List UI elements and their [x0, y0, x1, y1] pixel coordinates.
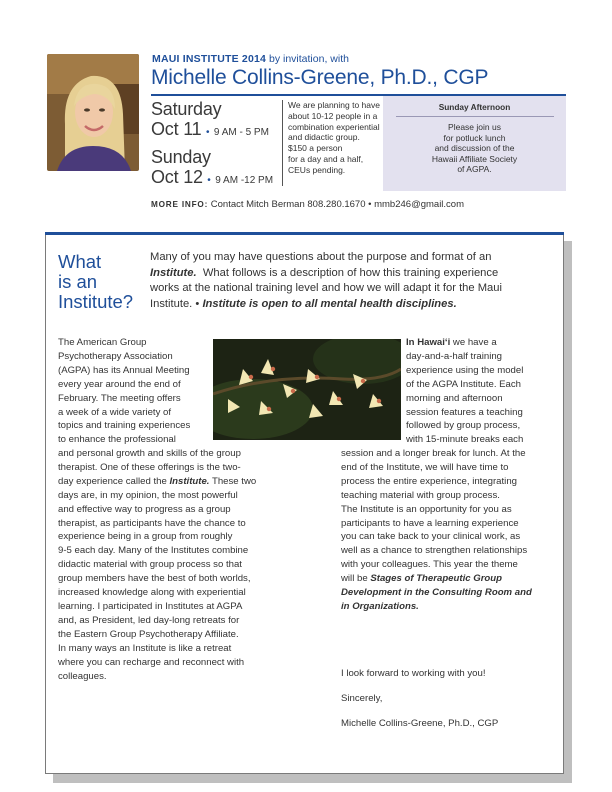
body-line: day experience called the: [58, 475, 167, 487]
body-line: a week of a wide variety of: [58, 406, 172, 418]
body-line: days are, in my opinion, the most powerful: [58, 489, 238, 501]
body-line: group members have the best of both worlds,: [58, 573, 251, 585]
intro-line: works at the national training level and how we will adapt it for the Maui: [150, 282, 502, 295]
body-line: followed by group process,: [406, 420, 521, 432]
institute-line: [152, 53, 349, 65]
body-line: we have a: [452, 337, 497, 348]
body-line: teaching material with group process.: [341, 489, 500, 501]
body-line: therapist, as participants have the chance to: [58, 517, 246, 529]
plan-line: $150 a person: [288, 143, 343, 154]
hawaii-em: In Hawai‘i: [406, 337, 451, 348]
body-line: 9-5 each day. Many of the Institutes combine: [58, 545, 249, 557]
saturday-day: Saturday: [151, 99, 222, 119]
sunday-afternoon-title: Sunday Afternoon: [438, 102, 511, 112]
more-info-contact: Contact Mitch Berman 808.280.1670: [210, 199, 366, 210]
intro-line: Many of you may have questions about the purpose and format of an: [150, 251, 492, 263]
closing-block: [341, 667, 551, 731]
body-line: The Institute is an opportunity for you as: [341, 503, 512, 515]
sunday-afternoon-line: Hawaii Affiliate Society: [431, 153, 518, 164]
plan-line: about 10-12 people in a: [288, 110, 378, 121]
body-line: These two: [211, 475, 257, 487]
body-line: well as a chance to strengthen relationships: [341, 545, 528, 557]
body-line: February. The meeting offers: [58, 392, 181, 404]
plan-line: CEUs pending.: [288, 164, 346, 175]
heading-line: What: [58, 251, 102, 272]
sunday-afternoon-body: [383, 122, 566, 175]
more-info-label: MORE INFO:: [151, 200, 209, 209]
body-line: the Eastern Group Psychotherapy Affiliate.: [58, 628, 239, 640]
plan-text: [288, 100, 382, 176]
intro-line: Institute.: [150, 297, 193, 310]
body-line: participants to have a learning experience: [341, 517, 519, 529]
theme-em: Stages of Therapeutic Group: [370, 573, 503, 585]
sunday-afternoon-line: and discussion of the: [434, 143, 515, 154]
body-line: end of the Institute, we will have time to: [341, 461, 509, 473]
sunday-afternoon-line: Please join us: [448, 122, 501, 132]
sunday-time: 9 AM -12 PM: [215, 175, 274, 186]
theme-em: in Organizations.: [341, 600, 419, 612]
body-line: Psychotherapy Association: [58, 350, 173, 362]
body-line: and, as President, led day-long retreats for: [58, 614, 240, 626]
sunday-date-row: [151, 167, 273, 188]
institute-title: MAUI INSTITUTE 2014: [152, 53, 267, 65]
body-line: where you can recharge and reconnect with: [58, 656, 245, 668]
saturday-date: Oct 11: [151, 119, 202, 139]
body-line: day-and-a-half training: [406, 350, 502, 362]
more-info-bullet: •: [368, 199, 372, 210]
plan-line: combination experiential: [288, 121, 380, 132]
body-line: with 15-minute breaks each: [406, 434, 524, 446]
body-line: you can take back to your clinical work, as: [341, 531, 521, 543]
body-line: experience being in a group from roughly: [58, 531, 233, 543]
intro-em: Institute.: [150, 266, 197, 279]
body-line: therapist. One of these offerings is the two-: [58, 461, 241, 473]
body-line: learning. I participated in Institutes at AGPA: [58, 600, 243, 612]
body-line: and effective way to progress as a group: [58, 503, 231, 515]
left-column-wrap: [58, 336, 208, 447]
sunday-bullet: •: [207, 175, 211, 186]
saturday-bullet: •: [205, 127, 210, 138]
left-column-body: [58, 447, 338, 683]
sunday-day: Sunday: [151, 147, 211, 167]
body-line: topics and training experiences: [58, 420, 191, 432]
date-divider: [282, 100, 283, 186]
intro-bullet: •: [195, 297, 200, 310]
body-line: process the entire experience, integrating: [341, 475, 517, 487]
right-column-body: [341, 447, 556, 614]
body-line: of the AGPA Institute. Each: [406, 378, 522, 390]
sincerely-line: Sincerely,: [341, 693, 383, 704]
body-line: session and a longer break for lunch. At the: [341, 448, 526, 459]
panel-top-rule: [45, 232, 564, 235]
body-line: and personal growth and skills of the group: [58, 448, 241, 459]
body-line: to enhance the professional: [58, 434, 176, 446]
closing-line: I look forward to working with you!: [341, 668, 486, 679]
intro-line: What follows is a description of how this training experience: [202, 266, 499, 279]
intro-paragraph: [150, 250, 542, 312]
heading-line: is an: [58, 271, 98, 292]
intro-disciplines: Institute is open to all mental health disciplines.: [202, 297, 457, 310]
body-line: colleagues.: [58, 670, 107, 682]
body-line: morning and afternoon: [406, 392, 503, 404]
sunday-date: Oct 12: [151, 167, 203, 187]
body-line: (AGPA) has its Annual Meeting: [58, 364, 190, 376]
signature-line: Michelle Collins-Greene, Ph.D., CGP: [341, 718, 499, 729]
theme-em: Development in the Consulting Room and: [341, 587, 532, 599]
body-line: The American Group: [58, 337, 147, 348]
sunday-afternoon-line: of AGPA.: [457, 164, 492, 175]
body-line: with your colleagues. This year the theme: [341, 559, 518, 571]
sunday-afternoon-rule: [396, 116, 554, 117]
body-line: will be: [341, 573, 368, 585]
body-line: didactic material with group process so that: [58, 559, 242, 571]
more-info: [151, 199, 464, 210]
body-line: session features a teaching: [406, 406, 523, 418]
plan-line: We are planning to have: [288, 100, 380, 110]
plan-line: for a day and a half,: [288, 153, 364, 164]
orchid-photo: [213, 339, 401, 440]
heading-line: Institute?: [58, 291, 134, 312]
plan-line: and didactic group.: [288, 132, 360, 143]
sunday-afternoon-line: for potluck lunch: [443, 132, 506, 143]
saturday-date-row: [151, 119, 269, 140]
body-line: every year around the end of: [58, 378, 181, 390]
section-heading: [58, 252, 148, 312]
author-photo: [47, 54, 139, 171]
right-column-wrap: [406, 336, 556, 447]
presenter-name: Michelle Collins-Greene, Ph.D., CGP: [151, 66, 489, 89]
body-line: increased knowledge along with experiential: [58, 587, 246, 599]
institute-em: Institute.: [169, 475, 210, 487]
more-info-email[interactable]: mmb246@gmail.com: [374, 199, 465, 210]
invitation-text: by invitation, with: [269, 53, 349, 65]
body-line: experience using the model: [406, 364, 524, 376]
saturday-time: 9 AM - 5 PM: [213, 127, 269, 138]
body-line: In many ways an Institute is like a retreat: [58, 642, 232, 654]
